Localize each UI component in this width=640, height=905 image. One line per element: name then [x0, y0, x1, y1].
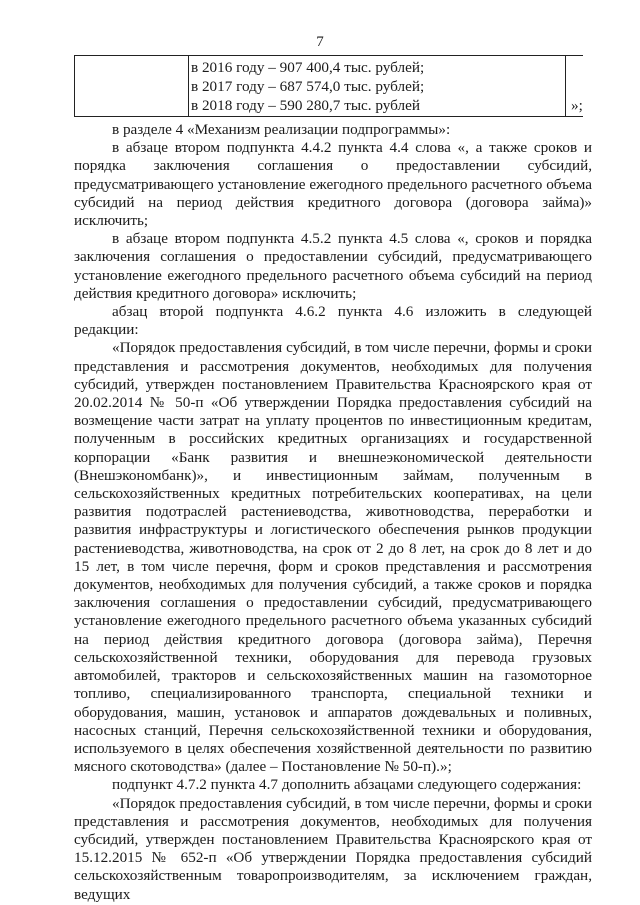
paragraph-procedure-50p: «Порядок предоставления субсидий, в том числе перечни, формы и сроки представления и рассмотрения документов, необходимых для получения субсидий, утвержден постановлением Правительства Красноярского края от 20.02.2014 № 50-п «Об утверждении Порядка предоставления субсидий на возмещение части затрат на уплату процентов по инвестиционным кредитам, полученным в российских кредитных организациях и государственной корпорации «Банк развития и внешнеэкономической деятельности (Внешэкономбанк)», и инвестиционным займам, полученным в сельскохозяйственных кредитных потребительских кооперативах, на цели развития подотраслей растениеводства, животноводства, переработки и развития инфраструктуры и логистического обеспечения рынков продукции растениеводства, животноводства, на срок от 2 до 8 лет, на срок до 8 лет и до 15 лет, в том числе перечня, форм и сроков представления и рассмотрения документов, необходимых для получения субсидий, а также сроков и порядка заключения соглашения о предоставлении субсидий, предусматривающего установление ежегодного предельного расчетного объема указанных субсидий на период действия кредитного договора (договора займа), Перечня сельскохозяйственной техники, оборудования для перевода грузовых автомобилей, тракторов и сельскохозяйственных машин на газомоторное топливо, специализированного транспорта, специальной техники и оборудования, машин, установок и аппаратов дождевальных и поливных, насосных станций, Перечня сельскохозяйственной техники и оборудования, используемого в целях обеспечения хозяйственной деятельности по развитию мясного скотоводства» (далее – Постановление № 50-п).»;	[74, 339, 592, 776]
table-closing-quote: »;	[571, 97, 583, 114]
funding-row-2017: в 2017 году – 687 574,0 тыс. рублей;	[191, 78, 425, 95]
page-number: 7	[316, 34, 324, 50]
paragraph-4-4-2: в абзаце втором подпункта 4.4.2 пункта 4.4 слова «, а также сроков и порядка заключения соглашения о предоставлении субсидий, предусматривающего установление ежегодного предельного расчетного объема субсидий на период действия кредитного договора (договора займа)» исключить;	[74, 139, 592, 230]
document-body	[74, 121, 592, 904]
table-column-divider	[188, 56, 189, 116]
table-right-border	[565, 56, 566, 116]
paragraph-procedure-652p: «Порядок предоставления субсидий, в том числе перечни, формы и сроки представления и рассмотрения документов, необходимых для получения субсидий, утвержден постановлением Правительства Красноярского края от 15.12.2015 № 652-п «Об утверждении Порядка предоставления субсидий сельскохозяйственным товаропроизводителям, за исключением граждан, ведущих	[74, 794, 592, 903]
paragraph-4-5-2: в абзаце втором подпункта 4.5.2 пункта 4.5 слова «, сроков и порядка заключения соглашения о предоставлении субсидий, предусматривающего установление ежегодного предельного расчетного объема субсидий на период действия кредитного договора» исключить;	[74, 230, 592, 302]
paragraph-4-7-2: подпункт 4.7.2 пункта 4.7 дополнить абзацами следующего содержания:	[112, 776, 582, 794]
funding-row-2018: в 2018 году – 590 280,7 тыс. рублей	[191, 97, 420, 114]
funding-row-2016: в 2016 году – 907 400,4 тыс. рублей;	[191, 59, 425, 76]
paragraph-4-6-2: абзац второй подпункта 4.6.2 пункта 4.6 изложить в следующей редакции:	[74, 303, 592, 339]
funding-table	[74, 55, 583, 117]
funding-cell	[191, 58, 561, 115]
paragraph-section-4: в разделе 4 «Механизм реализации подпрограммы»:	[112, 121, 451, 138]
